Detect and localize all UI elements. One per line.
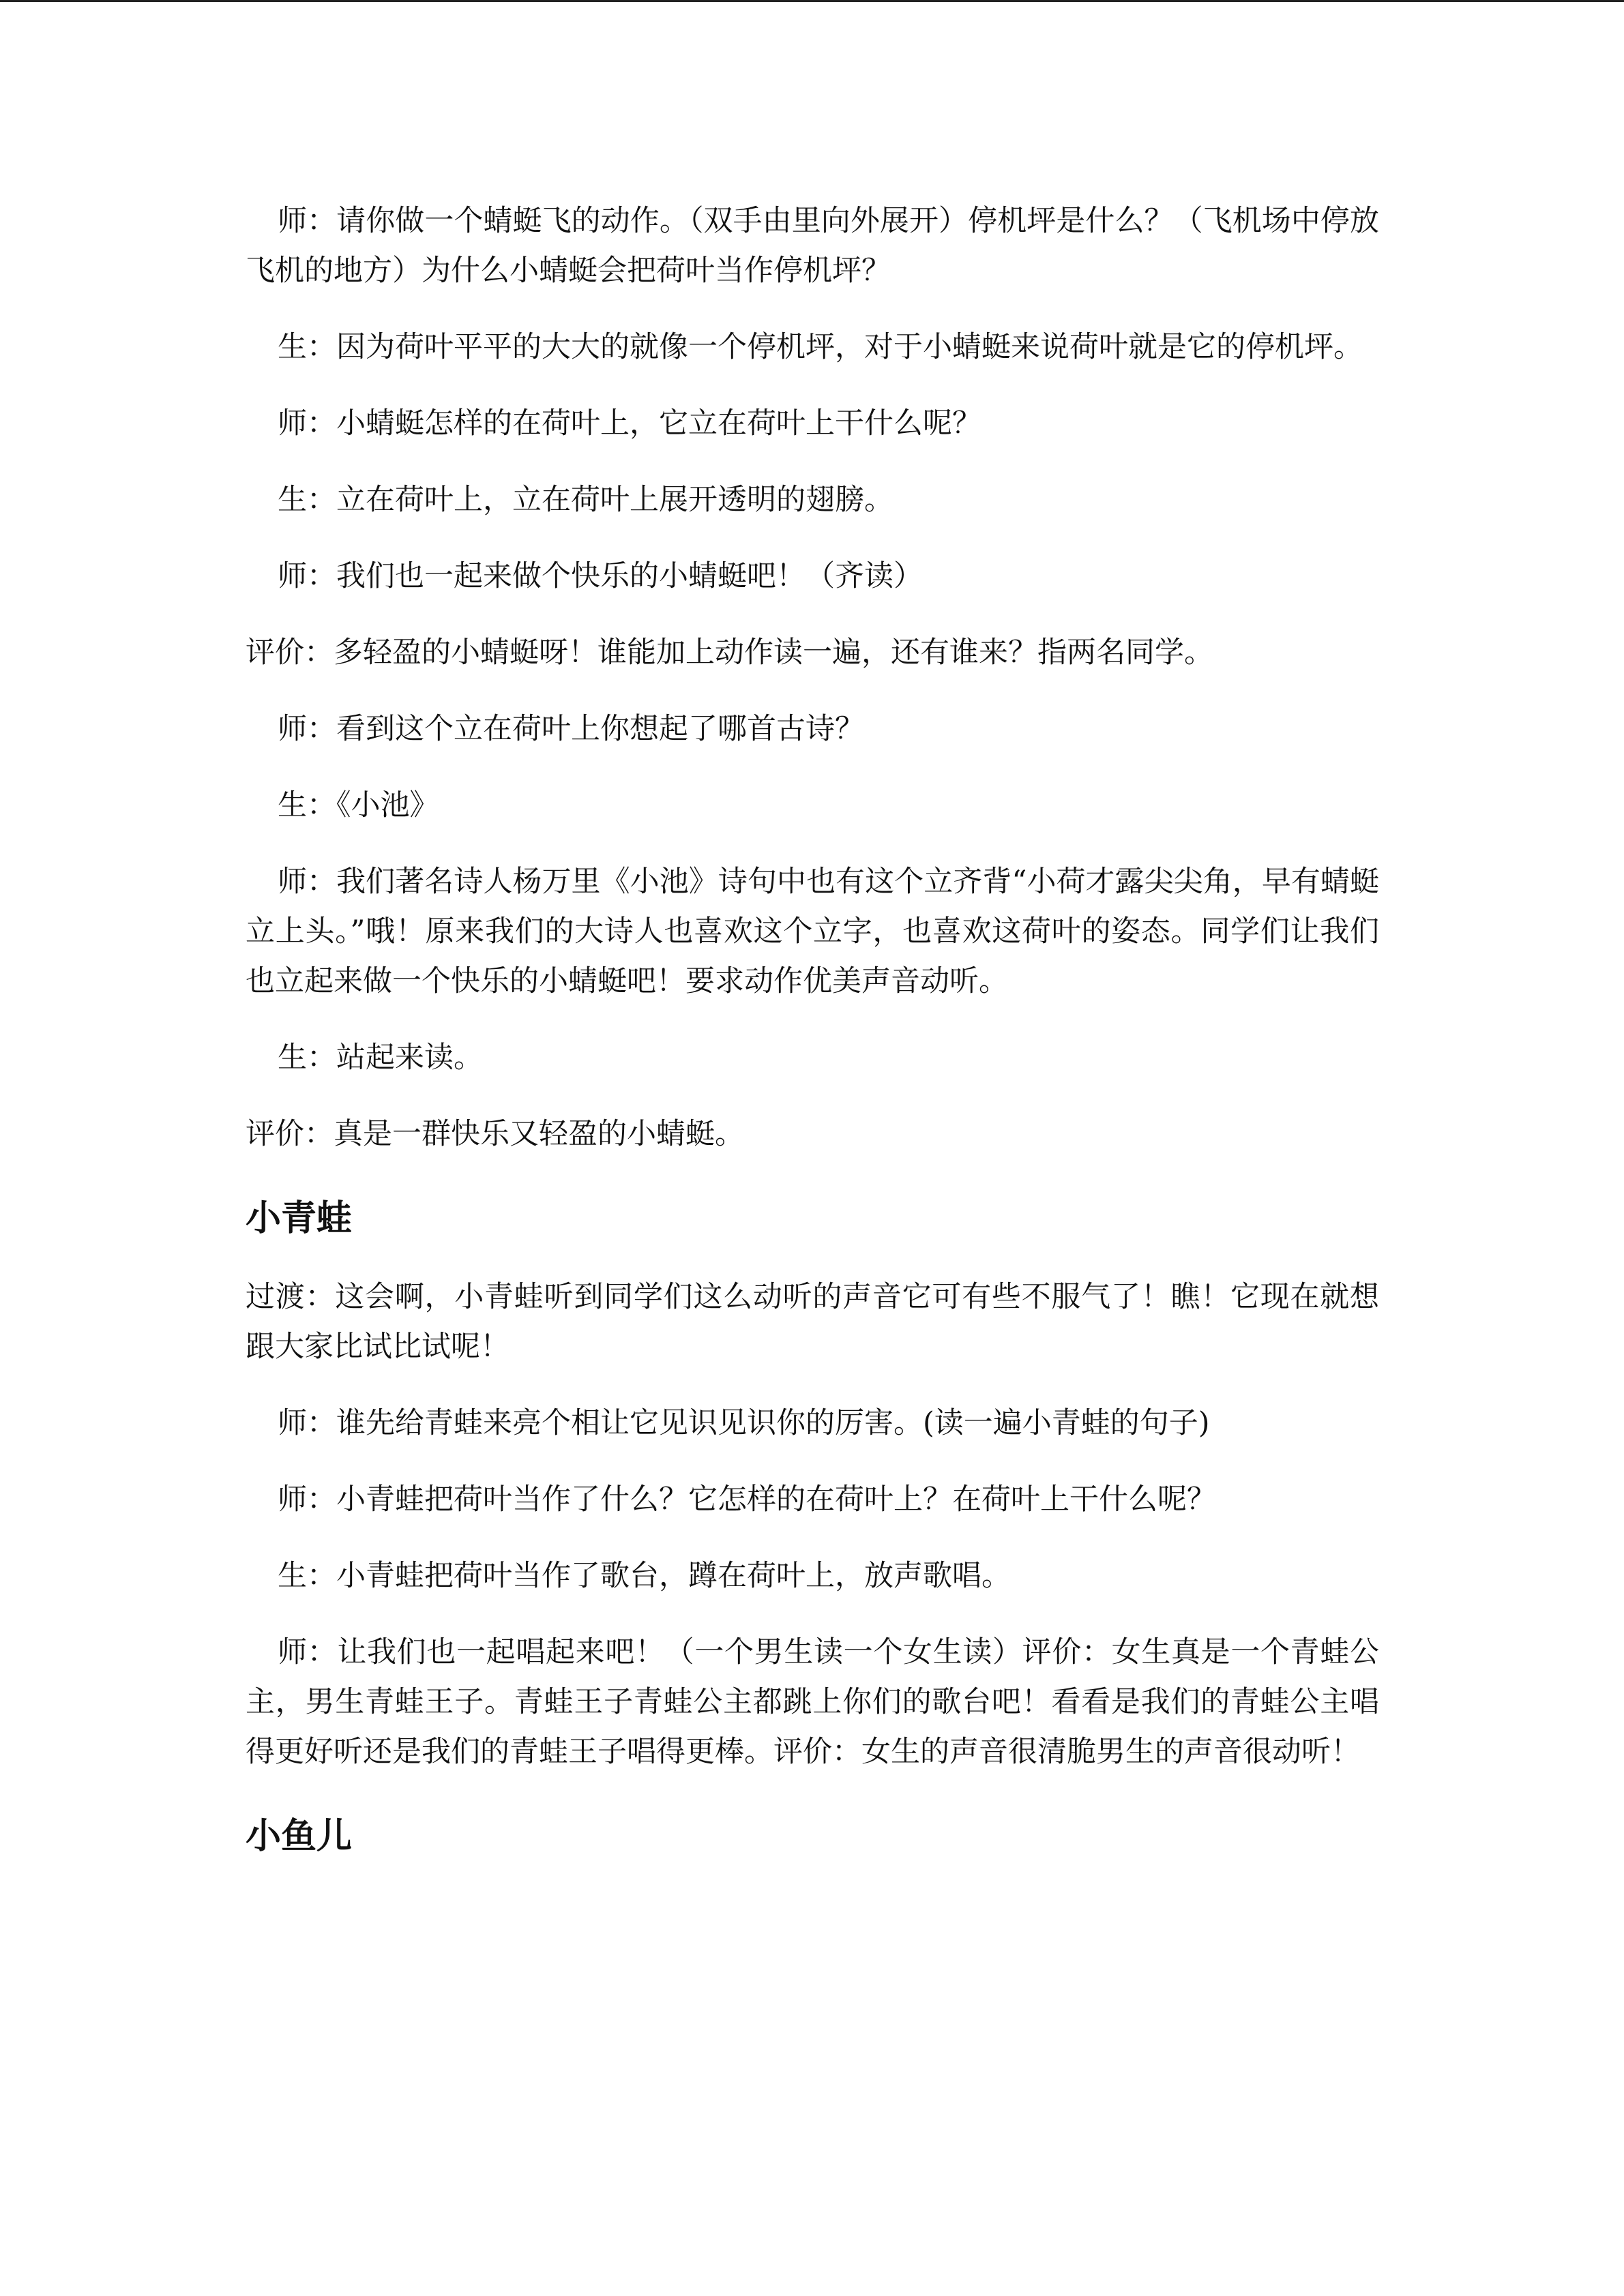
- document-page: [246, 196, 1379, 1890]
- paragraph-student-poem: 生：《小池》: [278, 788, 439, 822]
- top-border-line: [0, 0, 1624, 2]
- paragraph-teacher-dragonfly-action: 师：请你做一个蜻蜓飞的动作。（双手由里向外展开）停机坪是什么？（飞机场中停放飞机的地方）为什么小蜻蜓会把荷叶当作停机坪？: [246, 204, 1379, 288]
- paragraph-teacher-frog-question: 师：小青蛙把荷叶当作了什么？它怎样的在荷叶上？在荷叶上干什么呢？: [278, 1482, 1216, 1517]
- paragraph-student-frog-answer: 生：小青蛙把荷叶当作了歌台，蹲在荷叶上，放声歌唱。: [278, 1559, 1011, 1593]
- paragraph-teacher-sing-together: 师：让我们也一起唱起来吧！（一个男生读一个女生读）评价：女生真是一个青蛙公主，男生青蛙王子。青蛙王子青蛙公主都跳上你们的歌台吧！看看是我们的青蛙公主唱得更好听还是我们的青蛙王子唱得更棒。评价：女生的声音很清脆男生的声音很动听！: [246, 1635, 1379, 1769]
- paragraph-student-stand-read: 生：站起来读。: [278, 1041, 483, 1075]
- paragraph-teacher-poem-question: 师：看到这个立在荷叶上你想起了哪首古诗？: [278, 712, 864, 746]
- paragraph-evaluation-1: 评价：多轻盈的小蜻蜓呀！谁能加上动作读一遍，还有谁来？指两名同学。: [246, 636, 1213, 670]
- paragraph-student-helipad: 生：因为荷叶平平的大大的就像一个停机坪，对于小蜻蜓来说荷叶就是它的停机坪。: [278, 330, 1363, 364]
- section-heading-fish: 小鱼儿: [246, 1816, 353, 1857]
- paragraph-student-answer: 生：立在荷叶上，立在荷叶上展开透明的翅膀。: [278, 483, 894, 517]
- paragraph-teacher-poem-explain: 师：我们著名诗人杨万里《小池》诗句中也有这个立齐背“小荷才露尖尖角，早有蜻蜓立上头。”哦！原来我们的大诗人也喜欢这个立字，也喜欢这荷叶的姿态。同学们让我们也立起来做一个快乐的小蜻蜓吧！要求动作优美声音动听。: [246, 865, 1379, 998]
- paragraph-teacher-question: 师：小蜻蜓怎样的在荷叶上，它立在荷叶上干什么呢？: [278, 406, 981, 441]
- paragraph-transition: 过渡：这会啊，小青蛙听到同学们这么动听的声音它可有些不服气了！瞧！它现在就想跟大家比试比试呢！: [246, 1280, 1379, 1364]
- paragraph-teacher-frog-read: 师：谁先给青蛙来亮个相让它见识见识你的厉害。(读一遍小青蛙的句子): [278, 1406, 1210, 1440]
- paragraph-evaluation-2: 评价：真是一群快乐又轻盈的小蜻蜓。: [246, 1117, 744, 1151]
- paragraph-teacher-read-together: 师：我们也一起来做个快乐的小蜻蜓吧！（齐读）: [278, 559, 923, 593]
- section-heading-frog: 小青蛙: [246, 1198, 353, 1239]
